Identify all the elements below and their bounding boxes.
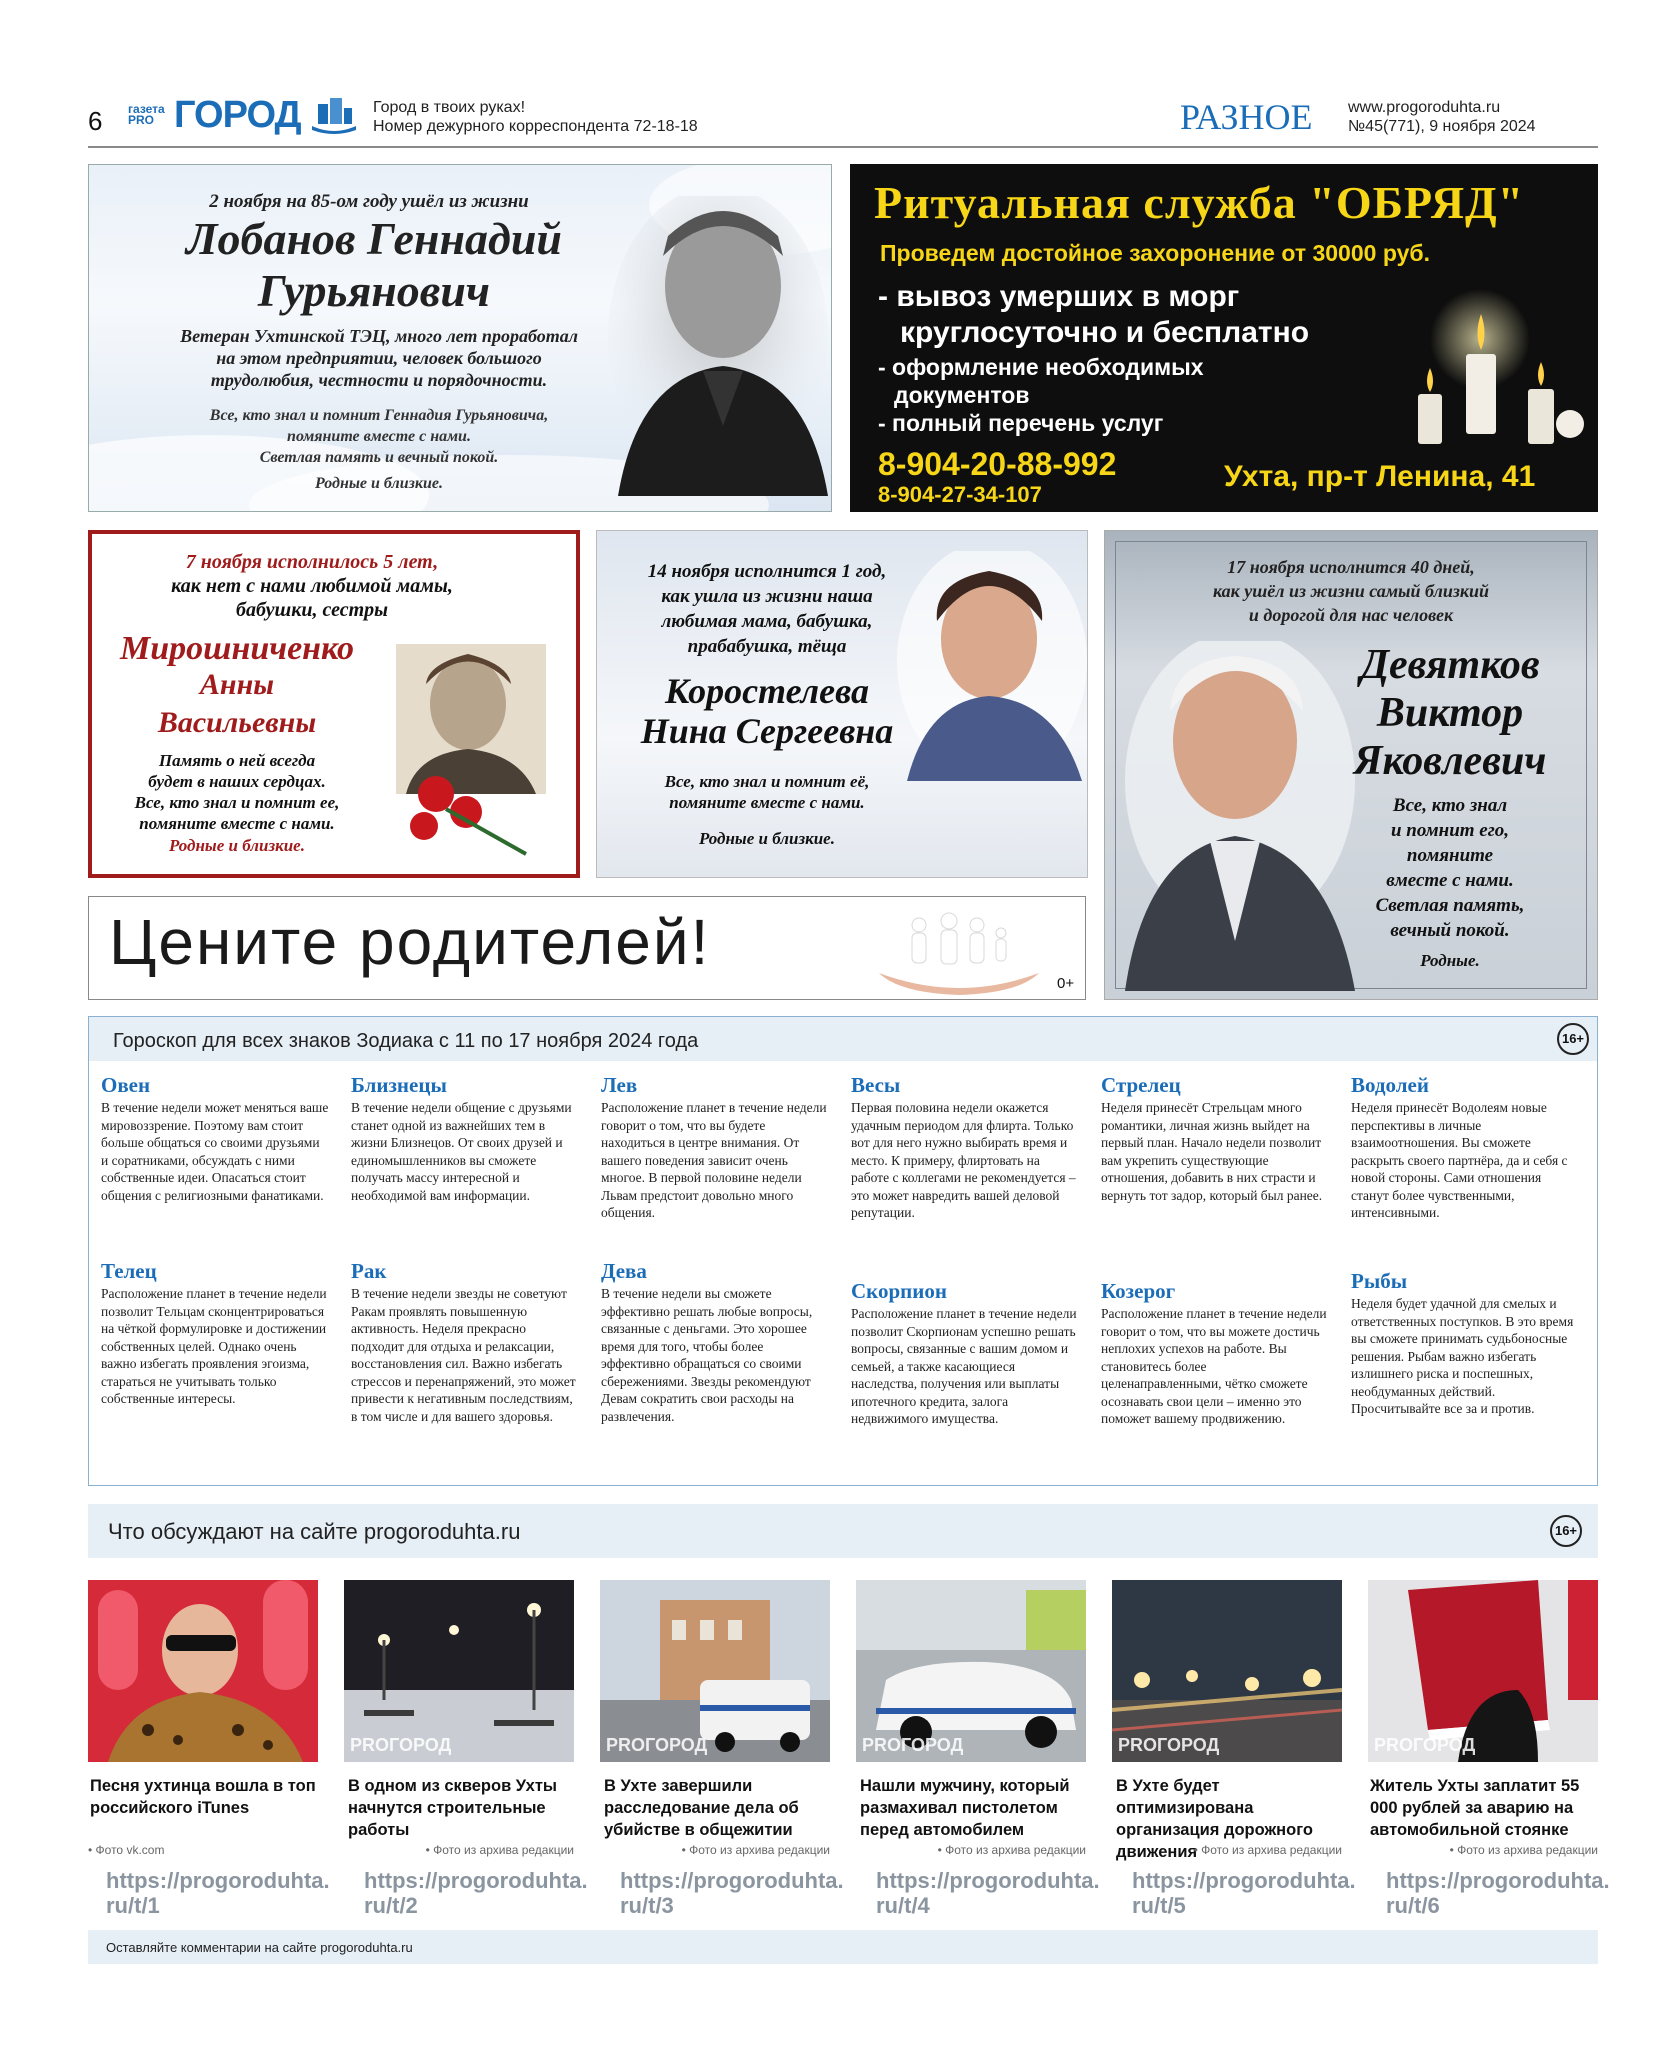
news-link[interactable]: [620, 1868, 844, 1918]
news-photo-court[interactable]: [1368, 1580, 1598, 1762]
zodiac-name: Дева: [601, 1259, 647, 1283]
news-photo-credit: • Фото vk.com: [88, 1843, 165, 1857]
zodiac-text: В течение недели может меняться ваше мировоззрение. Поэтому вам стоит больше общаться со своими друзьями и соратниками, обсуждать с ними собственные идеи. Опасаться стоит общения с религиозными фанатиками.: [101, 1100, 329, 1203]
zodiac-text: Неделя принесёт Водолеям новые перспективы в личные взаимоотношения. Вы сможете раскрыть своего партнёра, да и себя с новой стороны. Сами отношения станут более чувственными, интенсивными.: [1351, 1100, 1568, 1220]
zodiac-name: Близнецы: [351, 1073, 447, 1097]
obituary-miroshnichenko: [88, 530, 580, 878]
section-title: РАЗНОЕ: [1180, 97, 1313, 137]
candles-image: [1410, 284, 1598, 454]
news-photo-credit: • Фото из архива редакции: [1449, 1843, 1598, 1857]
news-photo-credit: • Фото из архива редакции: [681, 1843, 830, 1857]
site-url[interactable]: www.progoroduhta.ru: [1348, 99, 1501, 116]
ad-subtitle: Проведем достойное захоронение от 30000 руб.: [880, 240, 1430, 266]
horoscope-age-badge: 16+: [1557, 1023, 1589, 1055]
zodiac-name: Овен: [101, 1073, 151, 1097]
page-number: 6: [88, 106, 103, 136]
discussions-age-badge: 16+: [1550, 1515, 1582, 1547]
zodiac-text: Расположение планет в течение недели позволит Скорпионам успешно решать вопросы, связанные с вашим домом и семьей, а также касающиеся наследства, получения или выплаты ипотечного кредита, залога недвижимого имущества.: [851, 1306, 1077, 1426]
photo-watermark: PROГОРОД: [862, 1735, 964, 1755]
obit1-bio-2: на этом предприятии, человек большого: [216, 348, 542, 368]
horoscope-title: Гороскоп для всех знаков Зодиака с 11 по 17 ноября 2024 года: [113, 1030, 699, 1052]
obit2-name-3: Васильевны: [157, 706, 317, 739]
obit2-mem-1: Память о ней всегда: [158, 751, 316, 770]
news-link-line-1[interactable]: https://progoroduhta.: [620, 1868, 844, 1893]
news-link-line-2[interactable]: ru/t/5: [1132, 1893, 1186, 1918]
value-parents-banner: [88, 896, 1086, 1000]
news-headline[interactable]: В Ухте будет оптимизирована организация дорожного движения: [1116, 1777, 1313, 1861]
site-info: [1348, 98, 1536, 136]
obit4-intro-1: 17 ноября исполнится 40 дней,: [1227, 557, 1475, 577]
obit3-memory: [597, 771, 937, 813]
obit4-intro-2: как ушёл из жизни самый близкий: [1212, 581, 1490, 601]
ad-title: Ритуальная служба "ОБРЯД": [874, 177, 1525, 228]
zodiac-name: Рыбы: [1351, 1269, 1408, 1293]
news-link[interactable]: [1132, 1868, 1356, 1918]
zodiac-text: Расположение планет в течение недели говорит о том, что вы можете достичь неплохих успехов на работе. Вы становитесь более целенаправленными, чётко сможете осознавать свои цели – именно это поможет вашему продвижению.: [1101, 1306, 1327, 1426]
obit4-mem-4: вместе с нами.: [1386, 870, 1514, 891]
obit3-name-2: Нина Сергеевна: [640, 711, 894, 751]
obit2-intro-3: бабушки, сестры: [235, 599, 389, 621]
obit4-intro: [1125, 555, 1577, 627]
obit2-name-2: Анны: [199, 668, 275, 701]
obit4-mem-6: вечный покой.: [1390, 920, 1510, 941]
obit1-portrait: [608, 196, 828, 496]
ad-item-2b: документов: [894, 382, 1030, 408]
obit2-memory: [92, 750, 382, 834]
news-link[interactable]: [364, 1868, 588, 1918]
obit4-mem-5: Светлая память,: [1375, 895, 1525, 916]
obituary-korosteleva: [596, 530, 1088, 878]
issue-info: №45(771), 9 ноября 2024: [1348, 118, 1536, 135]
photo-watermark: PROГОРОД: [606, 1735, 708, 1755]
obit1-bio-1: Ветеран Ухтинской ТЭЦ, много лет проработал: [180, 326, 578, 346]
obit3-name-1: Коростелева: [665, 671, 869, 711]
obit4-mem-1: Все, кто знал: [1392, 795, 1508, 816]
obit2-intro-1: 7 ноября исполнилось 5 лет,: [185, 551, 439, 573]
photo-watermark: PROГОРОД: [1374, 1735, 1476, 1755]
obit2-sign: Родные и близкие.: [169, 836, 305, 855]
news-photo-square[interactable]: [344, 1580, 574, 1762]
news-photo-credit: • Фото из архива редакции: [1193, 1843, 1342, 1857]
obit4-mem-3: помяните: [1406, 845, 1494, 866]
zodiac-text: Первая половина недели окажется удачным периодом для флирта. Только вот для него нужно выбирать время и место. К примеру, флиртовать на работе с коллегами не рекомендуется – это может навредить вашей деловой репутации.: [851, 1100, 1076, 1220]
news-headline[interactable]: Житель Ухты заплатит 55 000 рублей за аварию на автомобильной стоянке: [1370, 1777, 1580, 1839]
news-link-line-1[interactable]: https://progoroduhta.: [106, 1868, 330, 1893]
obit3-sign: Родные и близкие.: [699, 829, 835, 848]
tagline: [373, 98, 698, 136]
obit2-mem-4: помяните вместе с нами.: [139, 814, 335, 833]
obit4-name-2: Виктор: [1376, 690, 1524, 736]
news-link-line-2[interactable]: ru/t/2: [364, 1893, 418, 1918]
obituary-devyatkov: [1104, 530, 1598, 1000]
zodiac-name: Козерог: [1101, 1279, 1176, 1303]
ad-item-2a: - оформление необходимых: [878, 354, 1204, 380]
photo-watermark: PROГОРОД: [1118, 1735, 1220, 1755]
zodiac-text: Расположение планет в течение недели позволит Тельцам сконцентрироваться на чёткой формулировке и достижении собственных целей. Однако очень важно избегать проявления эгоизма, стараться не учитывать только собственные интересы.: [101, 1286, 327, 1406]
obit2-portrait: [396, 644, 546, 864]
obit3-intro-1: 14 ноября исполнится 1 год,: [647, 561, 887, 582]
obit2-mem-2: будет в наших сердцах.: [148, 772, 326, 791]
obit1-mem-1: Все, кто знал и помнит Геннадия Гурьяновича,: [209, 407, 549, 424]
photo-watermark: PROГОРОД: [350, 1735, 452, 1755]
obit3-intro: [607, 559, 927, 659]
obit1-intro: 2 ноября на 85-ом году ушёл из жизни: [209, 191, 529, 212]
zodiac-text: В течение недели общение с друзьями станет одной из важнейших тем в жизни Близнецов. От своих друзей и единомышленников вы сможете получать массу интересной и необходимой вам информации.: [351, 1100, 572, 1203]
news-link-line-1[interactable]: https://progoroduhta.: [876, 1868, 1100, 1893]
obit1-bio-3: трудолюбия, честности и порядочности.: [210, 370, 548, 390]
hands-family-icon: [869, 903, 1049, 995]
newspaper-logo[interactable]: [128, 94, 301, 142]
tagline-line-1: Город в твоих руках!: [373, 99, 526, 116]
ad-item-1b: круглосуточно и бесплатно: [900, 316, 1310, 349]
obit4-memory: [1335, 793, 1565, 943]
ad-address: Ухта, пр-т Ленина, 41: [1224, 460, 1536, 493]
zodiac-name: Рак: [351, 1259, 387, 1283]
obit3-intro-4: прабабушка, тёща: [687, 636, 847, 657]
zodiac-name: Весы: [851, 1073, 901, 1097]
obit4-name-3: Яковлевич: [1353, 738, 1547, 784]
ad-item-3: - полный перечень услуг: [878, 410, 1164, 436]
news-link-line-2[interactable]: ru/t/1: [106, 1893, 160, 1918]
obit4-sign: Родные.: [1420, 951, 1480, 970]
obit2-mem-3: Все, кто знал и помнит ее,: [134, 793, 340, 812]
zodiac-text: В течение недели вы сможете эффективно решать любые вопросы, связанные с деньгами. Это хорошее время для того, чтобы более эффективно обращаться со своими сбережениями. Звезды рекомендуют Девам сократить свои расходы на развлечения.: [601, 1286, 813, 1424]
zodiac-text: В течение недели звезды не советуют Ракам проявлять повышенную активность. Неделя прекрасно подходит для отдыха и релаксации, восстановления сил. Важно избегать стрессов и перенапряжений, это может привести к негативным последствиям, в том числе и для вашего здоровья.: [351, 1286, 576, 1424]
obit4-mem-2: и помнит его,: [1390, 820, 1510, 841]
obit3-mem-1: Все, кто знал и помнит её,: [664, 772, 870, 791]
footer-text[interactable]: Оставляйте комментарии на сайте progoroduhta.ru: [106, 1940, 413, 1955]
ad-phone-2[interactable]: 8-904-27-34-107: [878, 482, 1042, 507]
obit1-mem-2: помяните вместе с нами.: [287, 428, 471, 445]
obit3-intro-3: любимая мама, бабушка,: [661, 611, 873, 632]
news-link[interactable]: [1386, 1868, 1610, 1918]
zodiac-name: Телец: [101, 1259, 157, 1283]
obit2-intro-2: как нет с нами любимой мамы,: [171, 575, 453, 597]
news-photo-singer[interactable]: [88, 1580, 318, 1762]
obit4-intro-3: и дорогой для нас человек: [1248, 605, 1454, 625]
header-divider: [88, 146, 1598, 148]
obit1-bio: [99, 325, 659, 391]
obit1-mem-3: Светлая память и вечный покой.: [259, 449, 499, 466]
zodiac-text: Неделя принесёт Стрельцам много романтики, личная жизнь выйдет на первый план. Начало недели позволит вам укрепить существующие отношения, добавить в них страсти и вернуть тот задор, который был ранее.: [1101, 1100, 1323, 1203]
news-headline[interactable]: В одном из скверов Ухты начнутся строительные работы: [348, 1777, 558, 1839]
ad-item-1a: - вывоз умерших в морг: [878, 280, 1240, 313]
discussions-title: Что обсуждают на сайте progoroduhta.ru: [108, 1519, 521, 1544]
news-link-line-1[interactable]: https://progoroduhta.: [1132, 1868, 1356, 1893]
news-photo-police-car[interactable]: [856, 1580, 1086, 1762]
banner-text: Цените родителей!: [109, 906, 711, 978]
news-photo-credit: • Фото из архива редакции: [425, 1843, 574, 1857]
obit1-name-1: Лобанов Геннадий: [186, 213, 562, 264]
funeral-service-ad[interactable]: [850, 164, 1598, 512]
horoscope-section: [88, 1016, 1598, 1486]
tagline-line-2: Номер дежурного корреспондента 72-18-18: [373, 118, 698, 135]
news-link-line-2[interactable]: ru/t/6: [1386, 1893, 1440, 1918]
news-photo-credit: • Фото из архива редакции: [937, 1843, 1086, 1857]
news-headline[interactable]: Песня ухтинца вошла в топ российского iTunes: [90, 1777, 316, 1817]
obit1-memory: [129, 405, 629, 468]
ad-phone-1[interactable]: 8-904-20-88-992: [878, 446, 1117, 482]
obit1-name-2: Гурьянович: [257, 265, 491, 316]
obit2-name-1: Мирошниченко: [120, 630, 354, 667]
logo-small-text: газета PRO: [128, 102, 165, 127]
logo-big-text: ГОРОД: [174, 94, 301, 136]
city-hand-icon: [310, 96, 358, 136]
obit3-mem-2: помяните вместе с нами.: [669, 793, 865, 812]
zodiac-name: Лев: [601, 1073, 638, 1097]
news-headline[interactable]: Нашли мужчину, который размахивал пистолетом перед автомобилем: [860, 1777, 1070, 1839]
news-headline[interactable]: В Ухте завершили расследование дела об убийстве в общежитии: [604, 1777, 799, 1839]
news-link-line-2[interactable]: ru/t/3: [620, 1893, 674, 1918]
zodiac-name: Скорпион: [851, 1279, 947, 1303]
news-photo-police-building[interactable]: [600, 1580, 830, 1762]
news-link[interactable]: [106, 1868, 330, 1918]
zodiac-name: Водолей: [1351, 1073, 1429, 1097]
news-link[interactable]: [876, 1868, 1100, 1918]
obit1-sign: Родные и близкие.: [315, 475, 443, 492]
zodiac-text: Неделя будет удачной для смелых и ответственных поступков. В это время вы сможете принимать судьбоносные решения. Рыбам важно избегать излишнего риска и поспешных, необдуманных действий. Просчитывайте все за и против.: [1351, 1296, 1574, 1416]
obit3-intro-2: как ушла из жизни наша: [661, 586, 873, 607]
news-link-line-2[interactable]: ru/t/4: [876, 1893, 930, 1918]
obit4-name-1: Девятков: [1360, 642, 1540, 688]
zodiac-name: Стрелец: [1101, 1073, 1181, 1097]
zodiac-text: Расположение планет в течение недели говорит о том, что вы будете находиться в центре внимания. От вашего поведения зависит очень многое. В первой половине недели Львам предстоит довольно много общения.: [601, 1100, 827, 1220]
banner-age-rating: 0+: [1057, 975, 1075, 992]
news-photo-night-traffic[interactable]: [1112, 1580, 1342, 1762]
news-link-line-1[interactable]: https://progoroduhta.: [364, 1868, 588, 1893]
news-link-line-1[interactable]: https://progoroduhta.: [1386, 1868, 1610, 1893]
